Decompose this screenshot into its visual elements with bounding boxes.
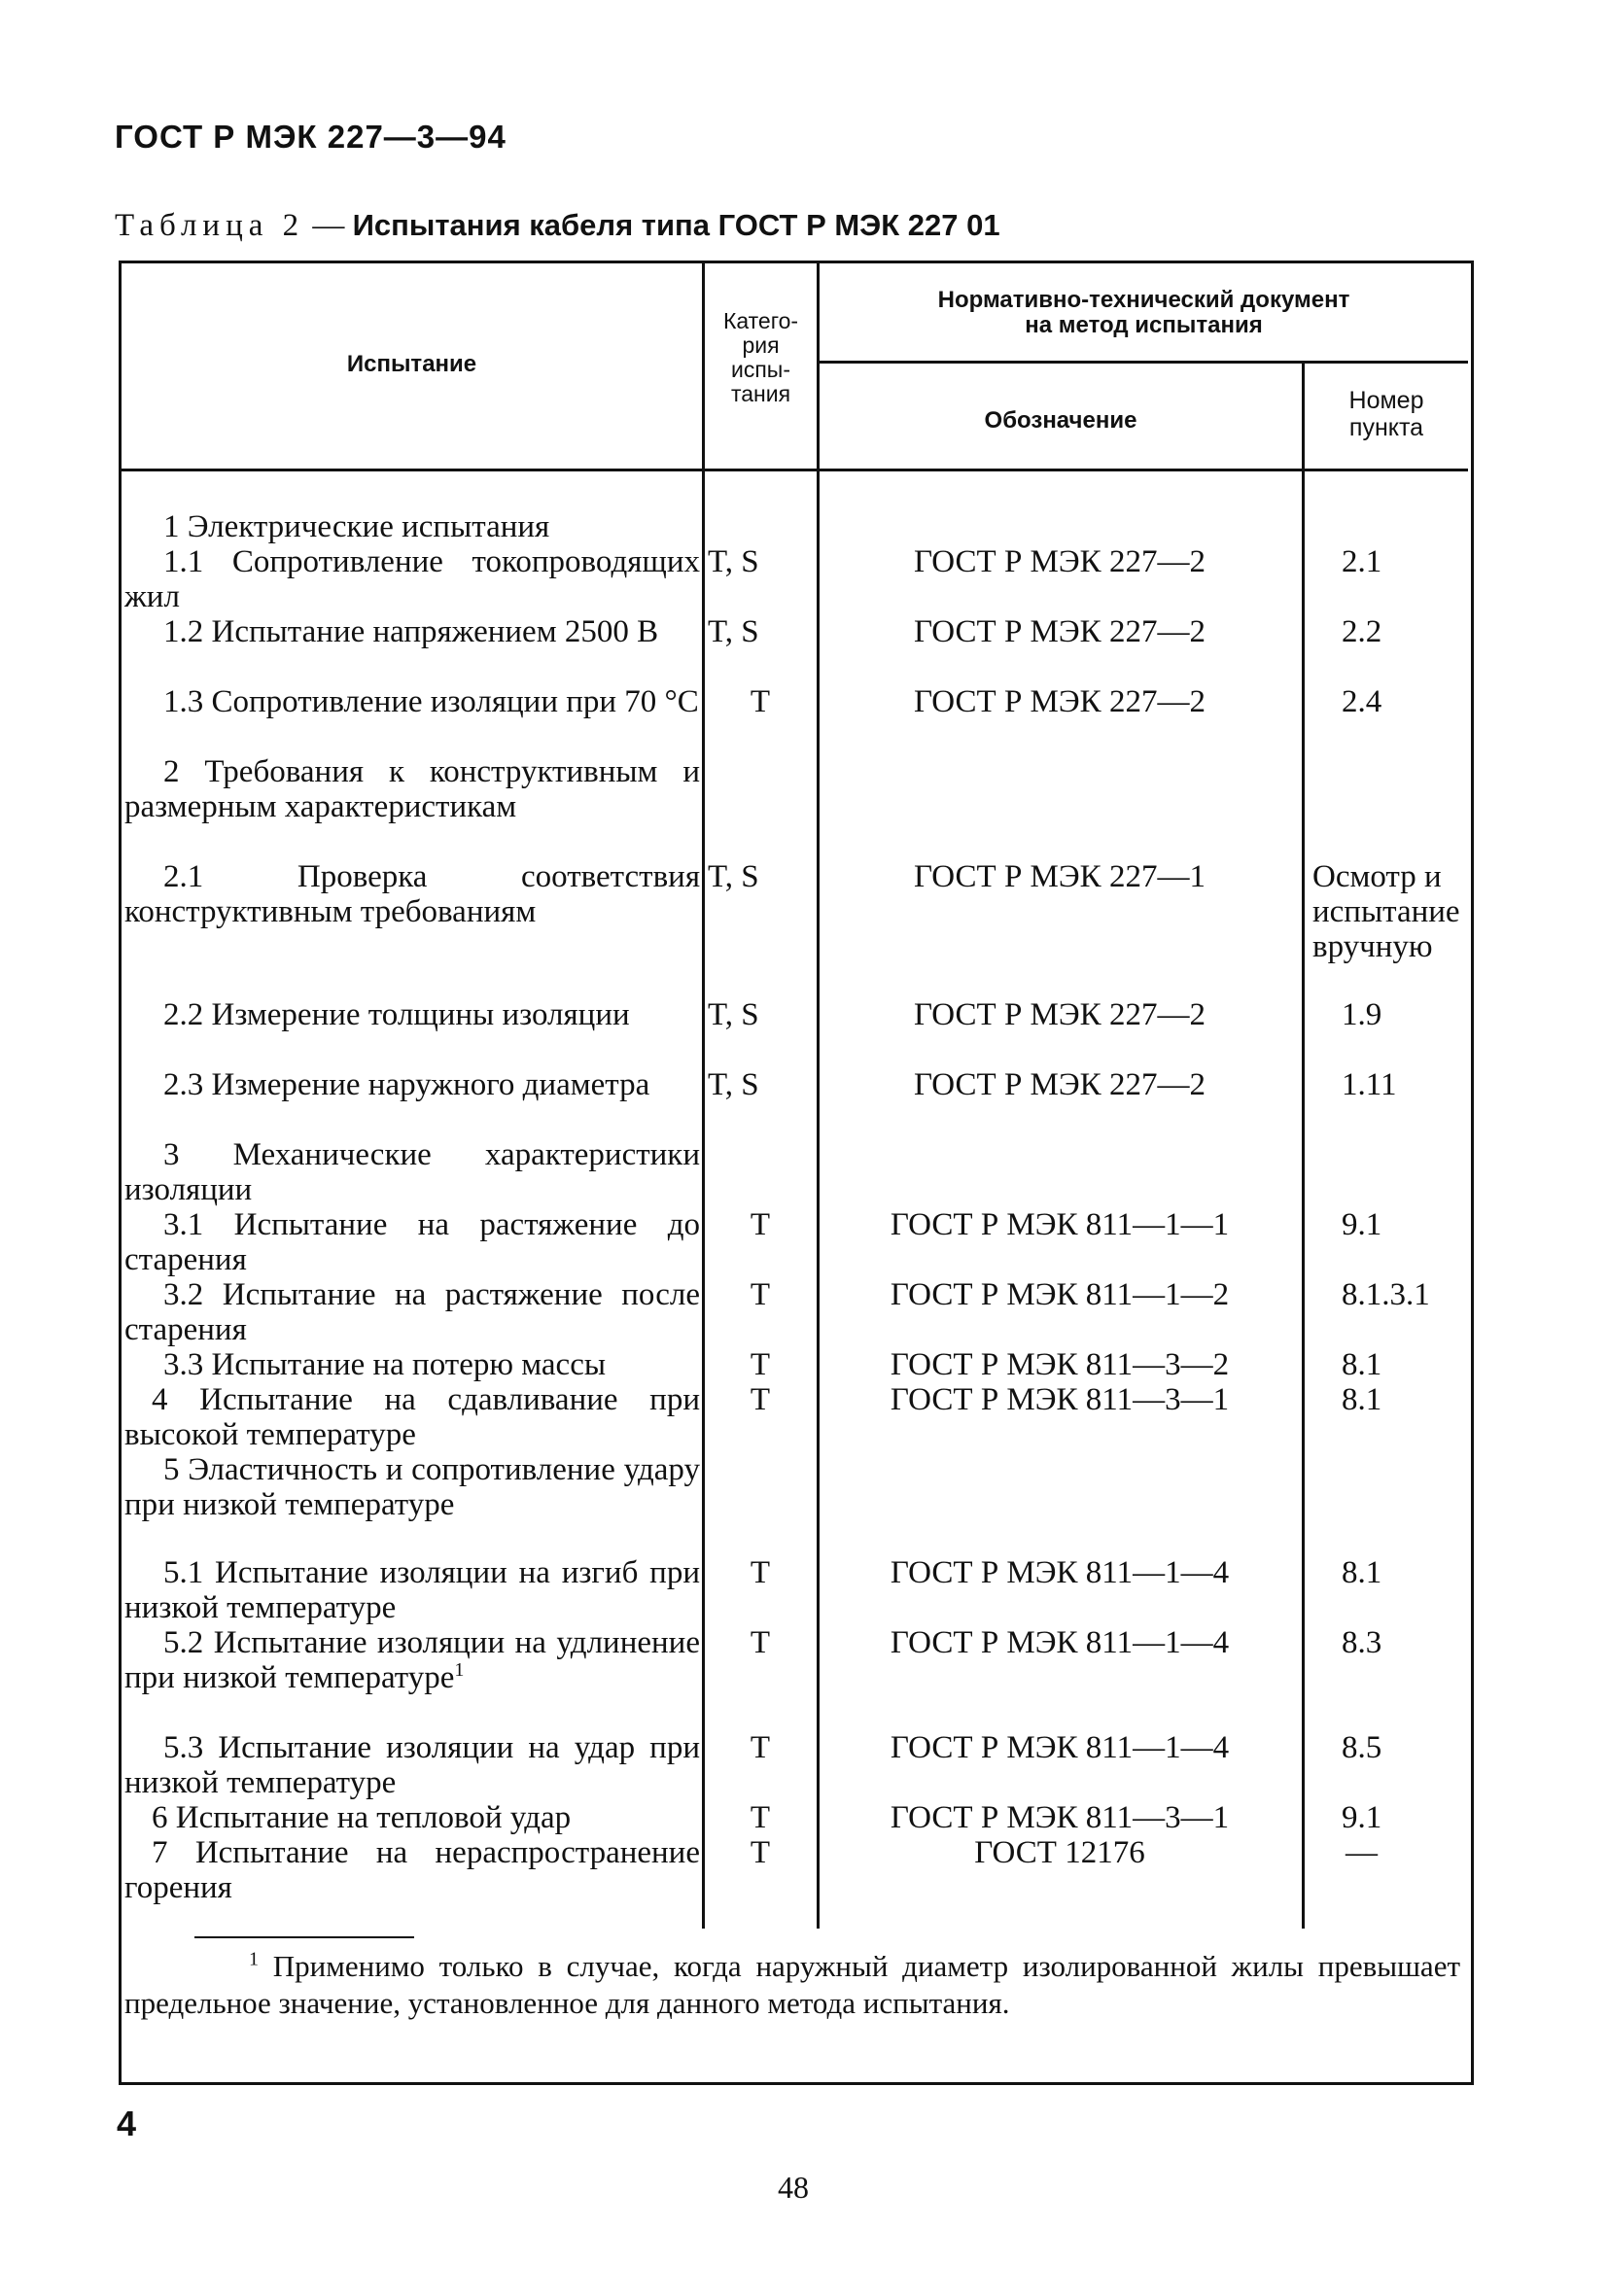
- row-test: 1.1 Сопротивление токопроводящих жил: [124, 544, 700, 614]
- row-designation: ГОСТ Р МЭК 811—1—4: [890, 1555, 1230, 1590]
- table-caption: [115, 208, 1000, 244]
- row-test: 3.3 Испытание на потерю массы: [163, 1347, 607, 1382]
- column-header-test: Испытание: [346, 351, 477, 377]
- row-test: 2 Требования к конструктивным и размерным характеристикам: [124, 754, 700, 824]
- row-test: 5 Эластичность и сопротивление удару при низкой температуре: [124, 1452, 700, 1522]
- row-designation: ГОСТ Р МЭК 227—2: [914, 997, 1206, 1032]
- row-category: T, S: [708, 614, 759, 649]
- row-test: 2.1 Проверка соответствия конструктивным требованиям: [124, 859, 700, 929]
- row-designation: ГОСТ Р МЭК 227—2: [914, 1067, 1206, 1102]
- column-header-designation: Обозначение: [984, 407, 1137, 434]
- row-designation: ГОСТ Р МЭК 811—3—1: [890, 1382, 1230, 1417]
- row-clause: —: [1346, 1835, 1378, 1870]
- row-category: T, S: [708, 544, 759, 579]
- row-test: 3 Механические характеристики изоляции: [124, 1137, 700, 1207]
- row-category: T, S: [708, 1067, 759, 1102]
- header-subdivider: [820, 361, 1468, 364]
- row-test: 1.3 Сопротивление изоляции при 70 °С: [163, 684, 699, 719]
- footnote-ref: 1: [454, 1659, 465, 1681]
- row-test: 3.2 Испытание на растяжение после старения: [124, 1277, 700, 1347]
- row-test: 1 Электрические испытания: [163, 509, 550, 544]
- row-clause: 8.1: [1342, 1347, 1382, 1382]
- page-corner-number: 4: [117, 2104, 137, 2143]
- row-clause: 1.9: [1342, 997, 1382, 1032]
- row-category: T, S: [708, 997, 759, 1032]
- table-caption-dash: —: [304, 208, 353, 243]
- row-designation: ГОСТ Р МЭК 811—3—1: [890, 1800, 1230, 1835]
- row-clause: 9.1: [1342, 1800, 1382, 1835]
- row-designation: ГОСТ Р МЭК 227—2: [914, 684, 1206, 719]
- row-category: T: [750, 1800, 771, 1835]
- row-category: T: [750, 1625, 771, 1660]
- footnote-rule: [194, 1936, 414, 1938]
- row-test: 3.1 Испытание на растяжение до старения: [124, 1207, 700, 1277]
- row-clause: 8.3: [1342, 1625, 1382, 1660]
- row-clause: 1.11: [1342, 1067, 1397, 1102]
- row-test: 6 Испытание на тепловой удар: [152, 1800, 572, 1835]
- row-designation: ГОСТ Р МЭК 811—1—1: [890, 1207, 1230, 1242]
- row-designation: ГОСТ Р МЭК 227—2: [914, 544, 1206, 579]
- row-designation: ГОСТ Р МЭК 227—1: [914, 859, 1206, 894]
- row-category: T: [750, 1730, 771, 1765]
- page-number: 48: [778, 2170, 809, 2205]
- table-title: Испытания кабеля типа ГОСТ Р МЭК 227 01: [352, 208, 1000, 242]
- row-test: 2.2 Измерение толщины изоляции: [163, 997, 630, 1032]
- row-designation: ГОСТ Р МЭК 227—2: [914, 614, 1206, 649]
- table-label: Таблица 2: [115, 208, 305, 243]
- row-test: 5.2 Испытание изоляции на удлинение при низкой температуре$^1$: [124, 1625, 700, 1695]
- row-clause: 8.1: [1342, 1555, 1382, 1590]
- column-header-ntd: Нормативно-технический документ на метод испытания: [937, 287, 1350, 338]
- divider-gost-clause: [1302, 362, 1305, 1929]
- row-clause: 2.4: [1342, 684, 1382, 719]
- row-test: 7 Испытание на нераспространение горения: [124, 1835, 700, 1905]
- row-category: T: [750, 1277, 771, 1312]
- row-test: 5.3 Испытание изоляции на удар при низкой температуре: [124, 1730, 700, 1800]
- row-clause: 8.1: [1342, 1382, 1382, 1417]
- row-category: T: [750, 1555, 771, 1590]
- row-category: T: [750, 1382, 771, 1417]
- row-designation: ГОСТ Р МЭК 811—3—2: [890, 1347, 1230, 1382]
- row-category: T: [750, 1347, 771, 1382]
- row-clause: 2.2: [1342, 614, 1382, 649]
- row-category: T: [750, 1835, 771, 1870]
- row-category: T: [750, 1207, 771, 1242]
- row-test: 5.1 Испытание изоляции на изгиб при низкой температуре: [124, 1555, 700, 1625]
- row-category: T, S: [708, 859, 759, 894]
- divider-category-gost: [817, 262, 820, 1929]
- footnote-text: Применимо только в случае, когда наружный диаметр изолированной жилы превышает предельное значение, установленное для данного метода испытания.: [124, 1949, 1460, 2020]
- document-header: ГОСТ Р МЭК 227—3—94: [115, 119, 507, 155]
- row-category: T: [750, 684, 771, 719]
- row-designation: ГОСТ Р МЭК 811—1—4: [890, 1625, 1230, 1660]
- row-designation: ГОСТ Р МЭК 811—1—4: [890, 1730, 1230, 1765]
- footnote: [124, 1948, 1460, 2022]
- column-header-clause: Номер пункта: [1348, 387, 1424, 441]
- row-clause: Осмотр и испытание вручную: [1312, 859, 1460, 964]
- row-clause: 8.5: [1342, 1730, 1382, 1765]
- row-test: 1.2 Испытание напряжением 2500 В: [163, 614, 659, 649]
- row-clause: 9.1: [1342, 1207, 1382, 1242]
- row-designation: ГОСТ Р МЭК 811—1—2: [890, 1277, 1230, 1312]
- row-test: 2.3 Измерение наружного диаметра: [163, 1067, 650, 1102]
- header-bottom-rule: [122, 469, 1468, 471]
- footnote-marker: 1: [249, 1948, 259, 1970]
- row-clause: 2.1: [1342, 544, 1382, 579]
- divider-test-category: [702, 262, 705, 1929]
- row-test: 4 Испытание на сдавливание при высокой температуре: [124, 1382, 700, 1452]
- row-clause: 8.1.3.1: [1342, 1277, 1430, 1312]
- column-header-category: Катего- рия испы- тания: [722, 308, 799, 406]
- row-designation: ГОСТ 12176: [974, 1835, 1145, 1870]
